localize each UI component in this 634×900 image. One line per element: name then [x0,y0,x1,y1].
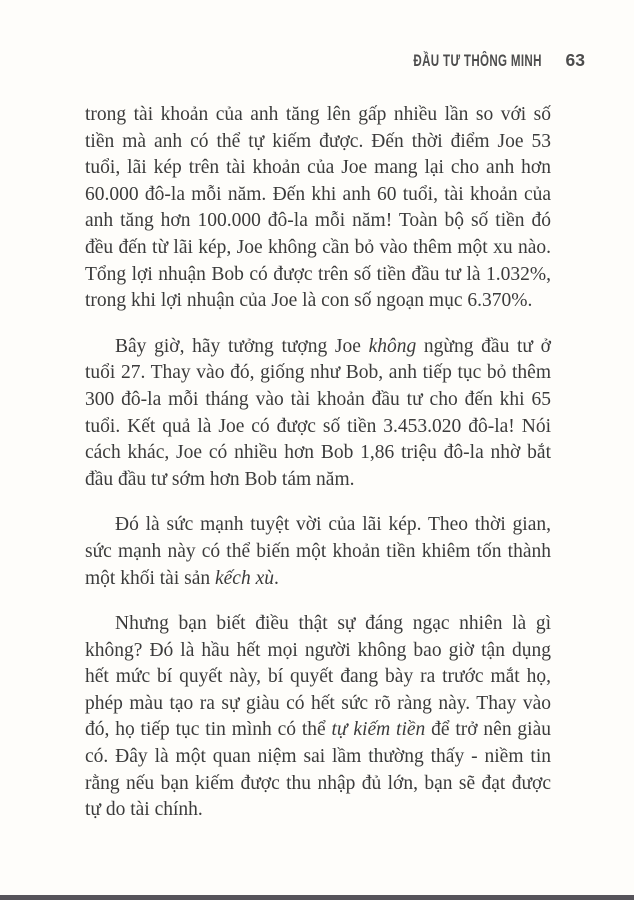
italic-text: kếch xù [215,567,274,589]
body-text: Nhưng bạn biết điều thật sự đáng ngạc nhiên là gì không? Đó là hầu hết mọi người không bao giờ tận dụng hết mức bí quyết này, bí quyết đang bày ra trước mắt họ, phép màu tạo ra sự giàu có hết sức rõ ràng này. Thay vào đó, họ tiếp tục tin mình có thể [85,613,551,741]
page-number: 63 [565,50,585,70]
running-header [353,50,585,71]
body-text: Đó là sức mạnh tuyệt vời của lãi kép. Theo thời gian, sức mạnh này có thể biến một khoản tiền khiêm tốn thành một khối tài sản [85,514,551,589]
paragraph [85,102,551,315]
italic-text: không [368,335,417,357]
paragraph [85,611,551,824]
paragraph [85,512,551,592]
body-text: . [274,567,279,589]
page-bottom-edge [0,895,634,900]
body-text: để trở nên giàu có. Đây là một quan niệm sai lầm thường thấy - niềm tin rằng nếu bạn kiếm được thu nhập đủ lớn, bạn sẽ đạt được tự do tài chính. [85,719,551,821]
body-text: Bây giờ, hãy tưởng tượng Joe [115,335,369,357]
paragraph [85,334,551,494]
body-text: ngừng đầu tư ở tuổi 27. Thay vào đó, giống như Bob, anh tiếp tục bỏ thêm 300 đô-la mỗi tháng vào tài khoản đầu tư cho đến khi 65 tuổi. Kết quả là Joe có được số tiền 3.453.020 đô-la! Nói cách khác, Joe có nhiều hơn Bob 1,86 triệu đô-la nhờ bắt đầu đầu tư sớm hơn Bob tám năm. [85,335,551,490]
body-text: trong tài khoản của anh tăng lên gấp nhiều lần so với số tiền mà anh có thể tự kiếm được. Đến thời điểm Joe 53 tuổi, lãi kép trên tài khoản của Joe mang lại cho anh hơn 60.000 đô-la mỗi năm. Đến khi anh 60 tuổi, tài khoản của anh tăng hơn 100.000 đô-la mỗi năm! Toàn bộ số tiền đó đều đến từ lãi kép, Joe không cần bỏ vào thêm một xu nào. Tổng lợi nhuận Bob có được trên số tiền đầu tư là 1.032%, trong khi lợi nhuận của Joe là con số ngoạn mục 6.370%. [85,104,551,312]
text-block [85,102,551,843]
italic-text: tự kiếm tiền [331,719,426,741]
running-title: ĐẦU TƯ THÔNG MINH [413,51,542,70]
